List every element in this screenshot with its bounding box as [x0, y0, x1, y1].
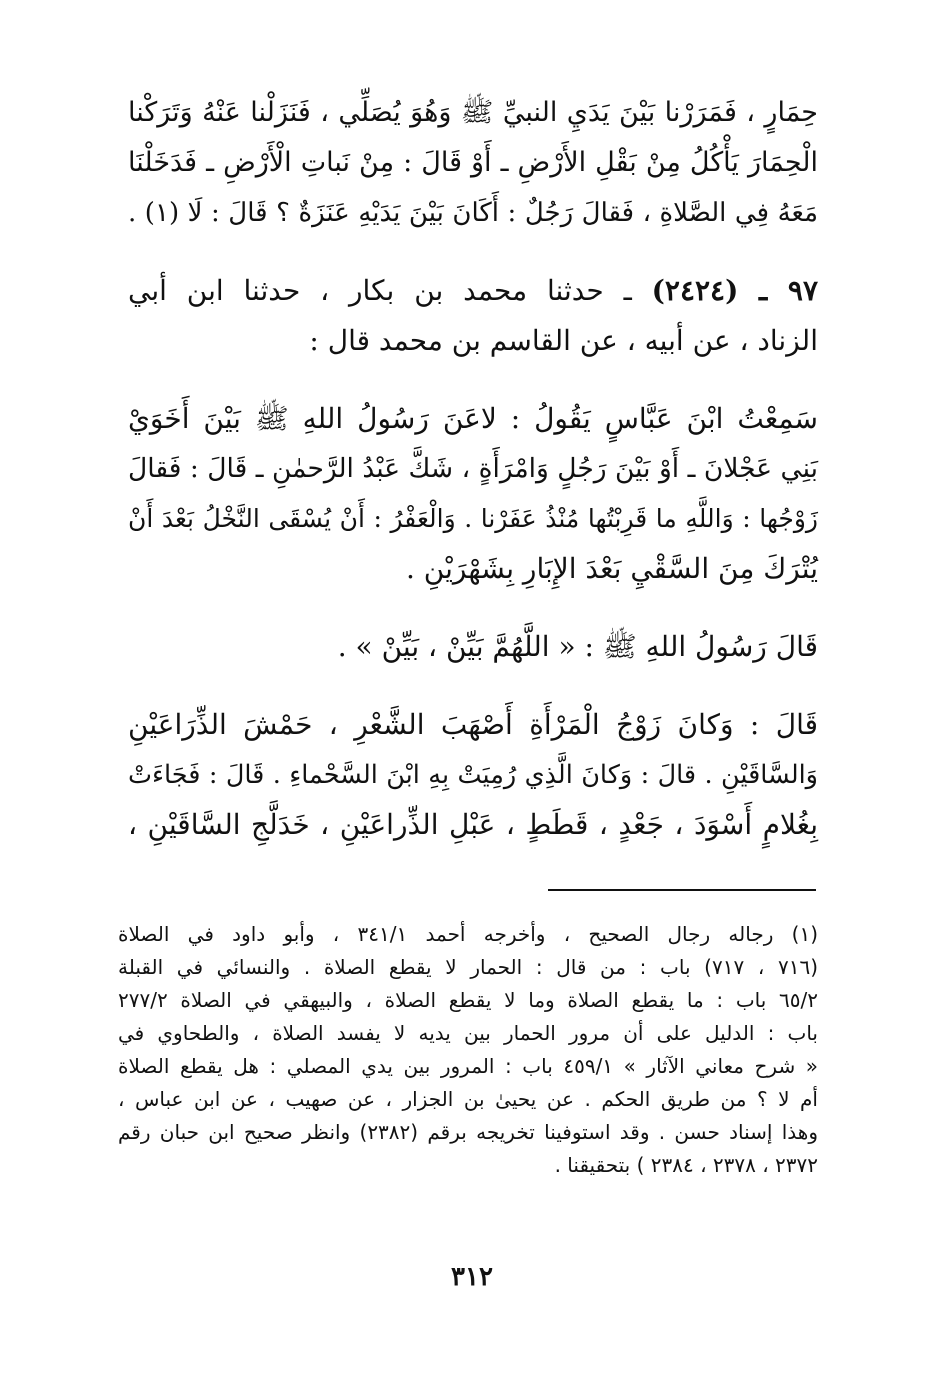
text-line: بِغُلامٍ أَسْوَدَ ، جَعْدٍ ، قَطَطٍ ، عَبْلِ الذِّراعَيْنِ ، خَدَلَّجِ السَّاقَيْنِ ، [128, 808, 818, 841]
footnote-line: وهذا إسناد حسن . وقد استوفينا تخريجه برقم (٢٣٨٢) وانظر صحيح ابن حبان رقم [118, 1120, 818, 1144]
hadith-text-2 [128, 622, 818, 672]
text-line: سَمِعْتُ ابْنَ عَبَّاسٍ يَقُولُ : لاعَنَ رَسُولُ اللهِ ﷺ بَيْنَ أَخَوَيْ [128, 402, 818, 435]
footnote-line: (١) رجاله رجال الصحيح ، وأخرجه أحمد ٣٤١/١ ، وأبو داود في الصلاة [118, 922, 818, 946]
text-line: وَالسَّاقَيْنِ . قالَ : وَكانَ الَّذِي رُمِيَتْ بِهِ ابْنَ السَّحْماءِ . قَالَ : فَجَاءَتْ [128, 760, 818, 790]
hadith-chain-start: ـ حدثنا محمد بن بكار ، حدثنا ابن أبي [128, 274, 632, 307]
text-line: قَالَ : وَكانَ زَوْجُ الْمَرْأَةِ أَصْهَبَ الشَّعْرِ ، حَمْشَ الذِّرَاعَيْنِ [128, 708, 818, 741]
hadith-number: ٩٧ ـ (٢٤٢٤) [651, 274, 818, 307]
page-number: ٣١٢ [451, 1262, 493, 1292]
main-text [128, 88, 818, 878]
text-line: مَعَهُ فِي الصَّلاةِ ، فَقالَ رَجُلٌ : أَكَانَ بَيْنَ يَدَيْهِ عَنَزَةٌ ؟ قَالَ : لَا (١) . [128, 198, 818, 228]
footnote-line: « شرح معاني الآثار » ٤٥٩/١ باب : المرور بين يدي المصلي : هل يقطع الصلاة [118, 1054, 818, 1078]
text-line: زَوْجُها : وَاللَّهِ ما قَرِبْتُها مُنْذُ عَفَرْنا . وَالْعَفْرُ : أَنْ يُسْقَى النَّخْلُ بَعْدَ أَنْ [128, 504, 818, 533]
footnotes [118, 918, 818, 1182]
footnote-line: ٢٣٧٢ ، ٢٣٧٨ ، ٢٣٨٤ ) بتحقيقنا . [554, 1153, 818, 1177]
text-line: بَنِي عَجْلانَ ـ أَوْ بَيْنَ رَجُلٍ وَامْرَأَةٍ ، شَكَّ عَبْدُ الرَّحمٰنِ ـ قَالَ : فَقالَ [128, 453, 818, 484]
footnote-line: ٦٥/٢ باب : ما يقطع الصلاة وما لا يقطع الصلاة ، والبيهقي في الصلاة ٢٧٧/٢ [118, 988, 818, 1012]
intro-paragraph [128, 88, 818, 238]
hadith-chain-line [128, 266, 818, 316]
footnote-line: أم لا ؟ من طريق الحكم . عن يحيىٰ بن الجزار ، عن صهيب ، عن ابن عباس ، [118, 1087, 818, 1111]
text-line: حِمَارٍ ، فَمَرَرْنا بَيْنَ يَدَيِ النبيِّ ﷺ وَهُوَ يُصَلِّي ، فَنَزَلْنا عَنْهُ وَتَرَكْنا [128, 97, 818, 128]
hadith-text-1 [128, 394, 818, 594]
text-line: الْحِمَارَ يَأْكُلُ مِنْ بَقْلِ الأَرْضِ ـ أَوْ قَالَ : مِنْ نَباتِ الْأَرْضِ ـ فَدَخَلْنَا [128, 147, 818, 178]
text-line: قَالَ رَسُولُ اللهِ ﷺ : « اللَّهُمَّ بَيِّنْ ، بَيِّنْ » . [337, 630, 818, 663]
text-line: الزناد ، عن أبيه ، عن القاسم بن محمد قال : [309, 324, 818, 357]
hadith-chain [128, 266, 818, 366]
hadith-text-3 [128, 700, 818, 850]
footnote-divider [548, 889, 816, 891]
text-line: يُتْرَكَ مِنَ السَّقْيِ بَعْدَ الإِبَارِ بِشَهْرَيْنِ . [405, 552, 818, 585]
footnote-line: (٧١٦ ، ٧١٧) باب : من قال : الحمار لا يقطع الصلاة . والنسائي في القبلة [118, 955, 818, 979]
footnote-line: باب : الدليل على أن مرور الحمار بين يديه لا يفسد الصلاة ، والطحاوي في [118, 1021, 818, 1045]
